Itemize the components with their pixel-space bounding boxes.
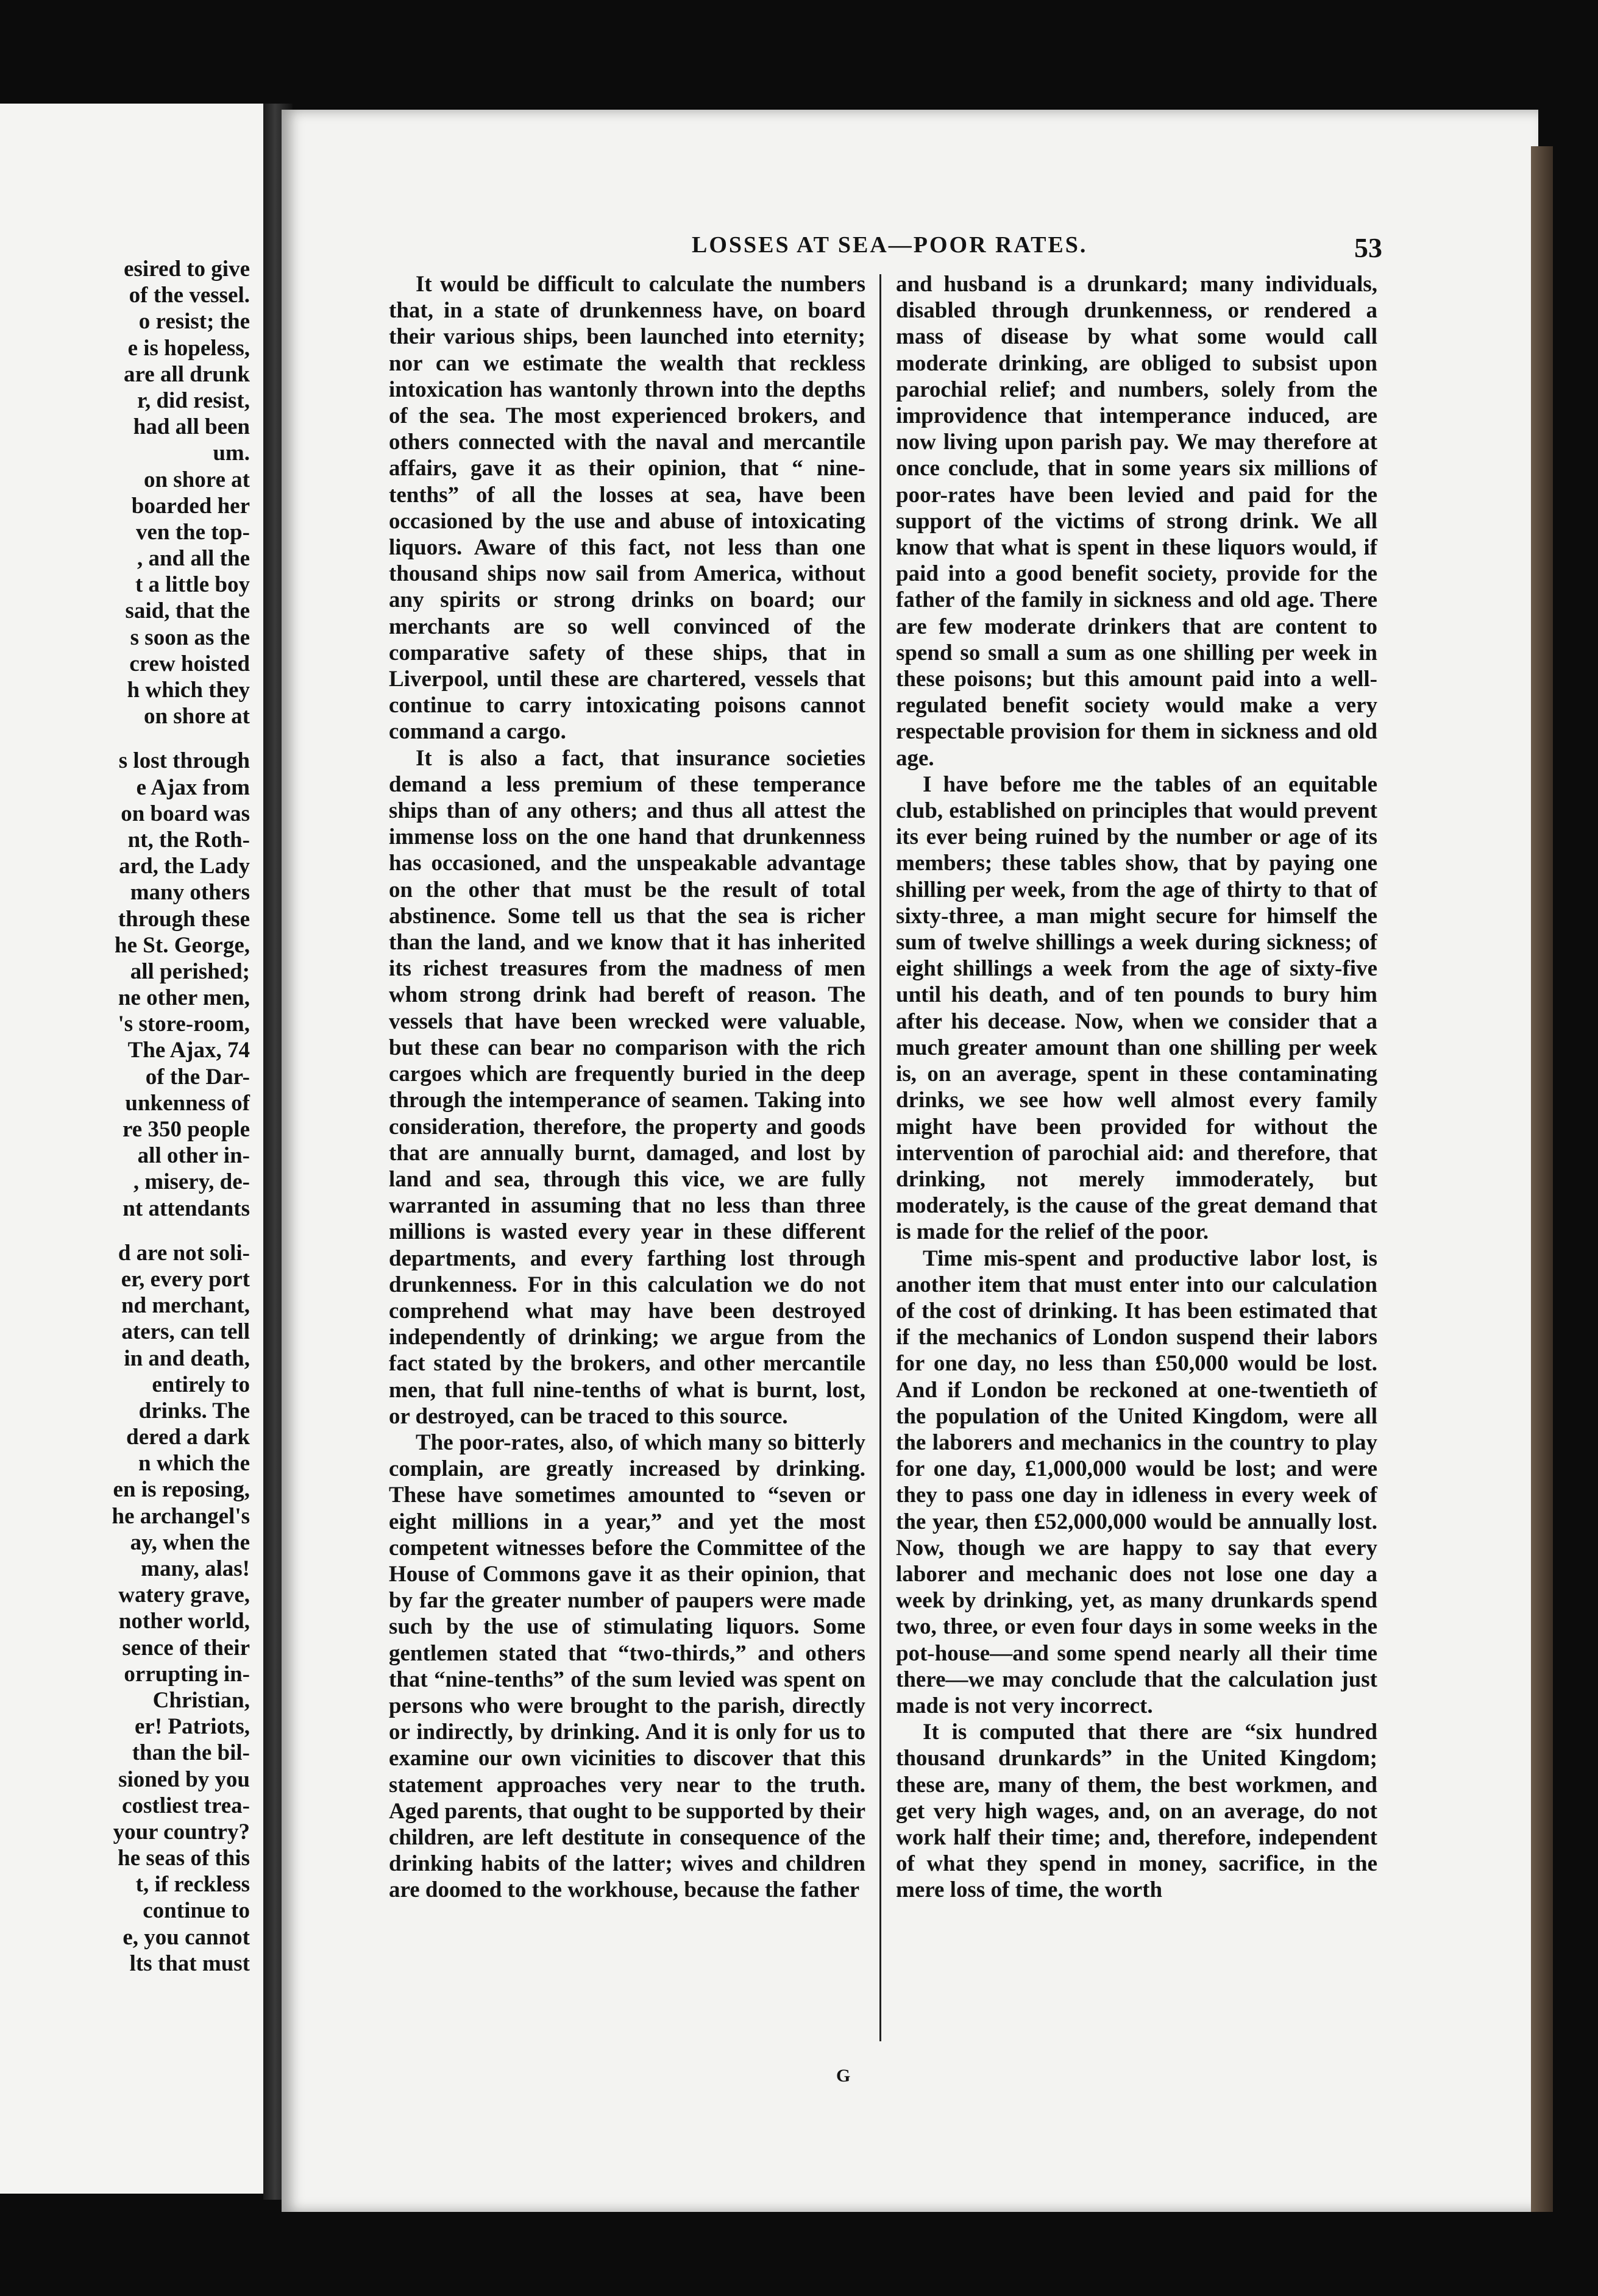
previous-page-line: than the bil-	[132, 1740, 250, 1766]
previous-page-line: entirely to	[152, 1372, 250, 1397]
previous-page-line: e is hopeless,	[127, 335, 250, 361]
previous-page-line: er, every port	[121, 1266, 250, 1292]
previous-page-line: orrupting in-	[124, 1661, 250, 1687]
previous-page-line: aters, can tell	[121, 1319, 250, 1345]
previous-page-line: continue to	[143, 1898, 250, 1924]
previous-page-line: ard, the Lady	[119, 854, 250, 879]
previous-page-line: en is reposing,	[113, 1477, 250, 1503]
previous-page-line: nd merchant,	[121, 1293, 250, 1319]
paragraph: Time mis-spent and productive labor lost, is another item that must enter into our calculation of the cost of drinking. It has been estimated that if the mechanics of London suspend their labors for one day, no less than £50,000 would be lost. And if London be reckoned at one-twentieth of the population of the United Kingdom, were all the laborers and mechanics in the country to play for one day, £1,000,000 would be lost; and were they to pass one day in idleness in every week of the year, then £52,000,000 would be annually lost. Now, though we are happy to say that every laborer and mechanic does not lose one day a week by drinking, yet, as many drunkards spend two, three, or even four days in some weeks in the pot-house—and some spend nearly all their time there—we may conclude that the calculation just made is not very incorrect.	[896, 1245, 1377, 1718]
paragraph: I have before me the tables of an equitable club, established on principles that would prevent its ever being ruined by the number or age of its members; these tables show, that by paying one shilling per week, from the age of thirty to that of sixty-three, a man might secure for himself the sum of twelve shillings a week during sickness; of eight shillings a week from the age of sixty-five until his death, and of ten pounds to bury him after his decease. Now, when we consider that a much greater amount than one shilling per week is, on an average, spent in these contaminating drinks, we see how well almost every family might have been provided for without the intervention of parochial aid: and therefore, that drinking, not merely immoderately, but moderately, is the cause of the great demand that is made for the relief of the poor.	[896, 771, 1377, 1245]
previous-page-line: watery grave,	[118, 1582, 250, 1608]
previous-page-line: of the vessel.	[129, 283, 250, 308]
previous-page-line: nt attendants	[123, 1196, 250, 1221]
previous-page-line: said, that the	[125, 598, 250, 624]
paragraph: It is also a fact, that insurance societies demand a less premium of these temperance ships than of any others; and thus all attest the immense loss on the one hand that drunkenness has occasioned, and the unspeakable advantage on the other that must be the result of total abstinence. Some tell us that the sea is richer than the land, and we know that it has inherited its richest treasures from the madness of men whom strong drink had bereft of reason. The vessels that have been wrecked were valuable, but these can bear no comparison with the rich cargoes which are frequently buried in the deep through the intemperance of seamen. Taking into consideration, therefore, the property and goods that are annually burnt, damaged, and lost by land and sea, through this vice, we are fully warranted in assuming that no less than three millions is wasted every year in these different departments, and every farthing lost through drunkenness. For in this calculation we do not comprehend what may have been destroyed independently of drinking; we argue from the fact stated by the brokers, and other mercantile men, that full nine-tenths of what is burnt, lost, or destroyed, can be traced to this source.	[389, 745, 865, 1429]
previous-page-line: s lost through	[118, 748, 250, 774]
previous-page-line: e Ajax from	[136, 774, 250, 800]
previous-page-line: er! Patriots,	[134, 1714, 250, 1740]
previous-page-line: all other in-	[137, 1143, 250, 1169]
previous-page-line: , misery, de-	[133, 1169, 250, 1195]
previous-page-line: are all drunk	[124, 361, 250, 387]
previous-page-line: dered a dark	[126, 1425, 250, 1450]
previous-page-line: he St. George,	[115, 932, 250, 958]
paragraph: The poor-rates, also, of which many so bitterly complain, are greatly increased by drinking. These have sometimes amounted to “seven or eight millions in a year,” and yet the most competent witnesses before the Committee of the House of Commons gave it as their opinion, that by far the greater number of paupers were made such by the use of stimulating liquors. Some gentlemen stated that “two-thirds,” and others that “nine-tenths” of the sum levied was spent on persons who were brought to the parish, directly or indirectly, by drinking. And it is only for us to examine our own vicinities to discover that this statement approaches very near to the truth. Aged parents, that ought to be supported by their children, are left destitute in consequence of the drinking habits of the latter; wives and children are doomed to the workhouse, because the father	[389, 1430, 865, 1903]
previous-page-line: sence of their	[122, 1635, 250, 1660]
text-column-right	[896, 271, 1377, 1904]
previous-page-line: ne other men,	[118, 985, 250, 1011]
previous-page-line: lts that must	[129, 1951, 250, 1976]
previous-page-line: he archangel's	[112, 1503, 250, 1529]
running-title: LOSSES AT SEA—POOR RATES.	[692, 232, 1088, 258]
previous-page-line: Christian,	[152, 1687, 250, 1713]
previous-page-line: r, did resist,	[137, 388, 250, 413]
previous-page	[0, 104, 263, 2194]
previous-page-line: many, alas!	[141, 1556, 250, 1581]
previous-page-line: ay, when the	[130, 1529, 250, 1555]
previous-page-line: t, if reckless	[135, 1872, 250, 1897]
signature-mark: G	[836, 2066, 851, 2086]
page-number: 53	[1354, 232, 1382, 263]
previous-page-line: esired to give	[124, 257, 250, 282]
previous-page-line: costliest trea-	[122, 1793, 250, 1818]
previous-page-line: 's store-room,	[118, 1012, 250, 1037]
previous-page-line: of the Dar-	[145, 1064, 250, 1090]
previous-page-line: crew hoisted	[129, 651, 250, 676]
text-column-left	[389, 271, 865, 1904]
previous-page-line: nother world,	[118, 1609, 250, 1634]
previous-page-line: h which they	[127, 678, 250, 703]
previous-page-line: through these	[118, 906, 250, 932]
previous-page-line: o resist; the	[138, 309, 250, 335]
previous-page-line: re 350 people	[123, 1117, 250, 1142]
previous-page-line: s soon as the	[130, 625, 250, 650]
previous-page-line: um.	[213, 441, 250, 466]
previous-page-line: had all been	[133, 414, 250, 440]
previous-page-line: on board was	[121, 801, 250, 826]
previous-page-line: many others	[130, 880, 250, 905]
previous-page-line: drinks. The	[138, 1398, 250, 1423]
previous-page-line: boarded her	[131, 493, 250, 519]
previous-page-line: e, you cannot	[123, 1924, 250, 1950]
page-edge	[1531, 146, 1553, 2212]
previous-page-line: on shore at	[143, 467, 250, 492]
previous-page-line: on shore at	[143, 704, 250, 729]
previous-page-line: your country?	[113, 1819, 250, 1844]
paragraph: and husband is a drunkard; many individuals, disabled through drunkenness, or rendered a mass of disease by what some would call moderate drinking, are obliged to subsist upon parochial relief; and numbers, solely from the improvidence that intemperance induced, are now living upon parish pay. We may therefore at once conclude, that in some years six millions of poor-rates have been levied and paid for the support of the victims of strong drink. We all know that what is spent in these liquors would, if paid into a good benefit society, provide for the father of the family in sickness and old age. There are few moderate drinkers that are content to spend so small a sum as one shilling per week in these poisons; but this amount paid into a well-regulated benefit society would make a very respectable provision for them in sickness and old age.	[896, 272, 1377, 771]
previous-page-line: d are not soli-	[118, 1240, 250, 1266]
previous-page-line: , and all the	[137, 546, 250, 572]
previous-page-text	[112, 256, 250, 1977]
previous-page-line	[112, 729, 250, 748]
paragraph: It is computed that there are “six hundred thousand drunkards” in the United Kingdom; these are, many of them, the best workmen, and get very high wages, and, on an average, do not work half their time; and, therefore, independent of what they spend in money, sacrifice, in the mere loss of time, the worth	[896, 1720, 1377, 1903]
paragraph: It would be difficult to calculate the numbers that, in a state of drunkenness have, on board their various ships, been launched into eternity; nor can we estimate the wealth that reckless intoxication has wantonly thrown into the depths of the sea. The most experienced brokers, and others connected with the naval and mercantile affairs, gave it as their opinion, that “ nine-tenths” of all the losses at sea, have been occasioned by the use and abuse of intoxicating liquors. Aware of this fact, not less than one thousand ships now sail from America, without any spirits or strong drinks on board; our merchants are so well convinced of the comparative safety of these ships, that in Liverpool, until these are chartered, vessels that continue to carry intoxicating poisons cannot command a cargo.	[389, 272, 865, 745]
previous-page-line: in and death,	[124, 1345, 250, 1371]
previous-page-line: all perished;	[130, 958, 250, 984]
previous-page-line: t a little boy	[135, 572, 250, 598]
previous-page-line: n which the	[138, 1451, 250, 1476]
previous-page-line: The Ajax, 74	[127, 1038, 250, 1063]
previous-page-line: ven the top-	[135, 519, 250, 545]
column-divider	[879, 274, 881, 2041]
previous-page-line: sioned by you	[118, 1766, 250, 1792]
previous-page-line	[112, 1222, 250, 1240]
previous-page-line: unkenness of	[125, 1090, 250, 1116]
previous-page-line: he seas of this	[118, 1846, 250, 1871]
previous-page-line: nt, the Roth-	[127, 827, 250, 852]
